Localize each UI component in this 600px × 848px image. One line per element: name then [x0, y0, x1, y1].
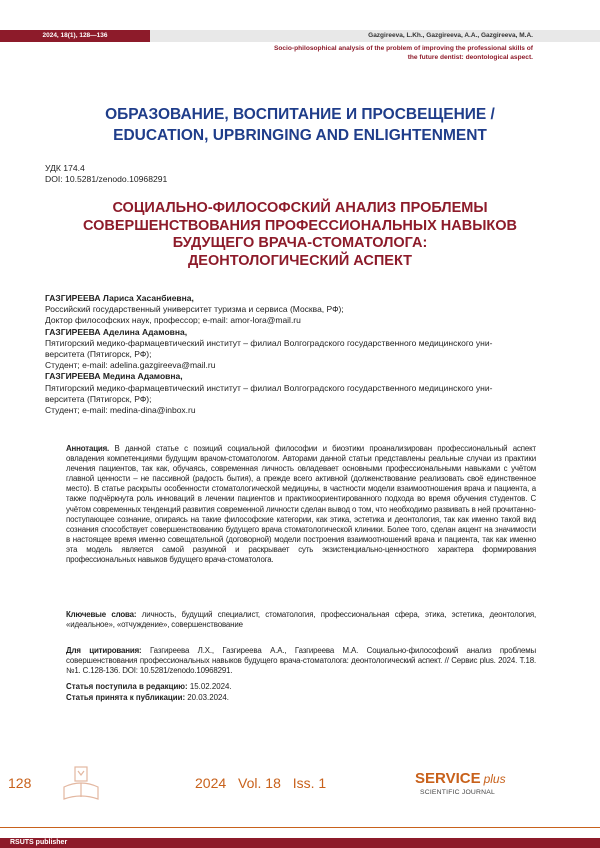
accepted-date-row — [66, 693, 232, 704]
university-logo-icon — [60, 765, 102, 805]
authors-block — [45, 293, 555, 416]
abstract-text: В данной статье с позиций социальной философии и биоэтики проанализирован профессиональный аспект овладения компетенциями будущим врачом-стоматологом. Авторами данной статьи представлены реальные случаи из практики лечения пациентов, так как, обучаясь, современная личность овладевает основными профессиональными навыками с учётом главной ценности – не пассивной (радость бытия), а прежде всего активной (долженствование реализовать своё единственное место). В статье раскрыты особенности стоматологической медицины, в частности модели взаимоотношения врача и пациента, а также подчёркнута роль инноваций в лечении пациентов и практикоориентированного подхода во время обучения студентов. С учётом современных тенденций развития современной личности сделан вывод о том, что необходимо развивать в ней прочитанно-поступающее сознание, опираясь на такие философские категории, как этика, эстетика и деонтология, так как именно такой вид сознания способствует совершенствованию будущего врача стоматологической клиники. Более того, сделан акцент на значимости в настоящее время именно совещательной (договорной) модели построения взаимоотношений врача и пациента, так как именно эта модель является самой разумной и раскрывает суть экзистенциально-ценностного характера формирования профессиональных навыков будущего врача-стоматолога. — [66, 444, 536, 565]
author-affiliation: Пятигорский медико-фармацевтический институт – филиал Волгоградского государственного медицинского уни- — [45, 337, 493, 348]
article-title-line: БУДУЩЕГО ВРАЧА-СТОМАТОЛОГА: — [172, 235, 428, 251]
section-title-ru: ОБРАЗОВАНИЕ, ВОСПИТАНИЕ И ПРОСВЕЩЕНИЕ / — [105, 106, 495, 123]
abstract-label: Аннотация. — [66, 444, 110, 453]
volume-label: 2024, 18(1), 128—136 — [0, 30, 150, 42]
journal-logo — [415, 770, 506, 787]
accepted-label: Статья принята к публикации: — [66, 692, 186, 702]
article-title — [60, 200, 540, 270]
author-name: ГАЗГИРЕЕВА Аделина Адамовна, — [45, 326, 188, 337]
footer-bar — [0, 838, 600, 848]
citation-text: Газгиреева Л.Х., Газгиреева А.А., Газгиреева М.А. Социально-философский анализ проблемы совершенствования профессиональных навыков будущего врача-стоматолога: деонтологический аспект. // Сервис plus. 2024. Т.18. №1. С.128-136. DOI: 10.5281/zenodo.10968291. — [66, 646, 537, 676]
identifiers — [45, 163, 167, 185]
journal-name: SERVICE — [415, 770, 481, 787]
author-affiliation: Российский государственный университет туризма и сервиса (Москва, РФ); — [45, 304, 344, 315]
received-label: Статья поступила в редакцию: — [66, 682, 188, 691]
issue-volume: Vol. 18 — [238, 775, 281, 791]
header-authors: Gazgireeva, L.Kh., Gazgireeva, A.A., Gazgireeva, M.A. — [368, 32, 533, 39]
section-title-en: EDUCATION, UPBRINGING AND ENLIGHTENMENT — [113, 127, 487, 144]
article-title-line: СОВЕРШЕНСТВОВАНИЯ ПРОФЕССИОНАЛЬНЫХ НАВЫКОВ — [82, 217, 517, 234]
journal-suffix: plus — [483, 772, 506, 786]
author-contact: Доктор философских наук, профессор; e-mail: amor-lora@mail.ru — [45, 315, 301, 326]
article-title-line: СОЦИАЛЬНО-ФИЛОСОФСКИЙ АНАЛИЗ ПРОБЛЕМЫ — [112, 200, 488, 216]
author-name: ГАЗГИРЕЕВА Лариса Хасанбиевна, — [45, 293, 194, 303]
author-affiliation: Пятигорский медико-фармацевтический институт – филиал Волгоградского государственного медицинского уни- — [45, 382, 493, 393]
author-name: ГАЗГИРЕЕВА Медина Адамовна, — [45, 371, 183, 382]
article-title-line: ДЕОНТОЛОГИЧЕСКИЙ АСПЕКТ — [187, 252, 413, 269]
abstract — [66, 444, 536, 565]
doi: DOI: 10.5281/zenodo.10968291 — [45, 174, 168, 184]
citation — [66, 646, 536, 676]
author-contact: Студент; e-mail: adelina.gazgireeva@mail.ru — [45, 360, 216, 371]
received-date: 15.02.2024. — [189, 682, 232, 691]
author-affiliation: верситета (Пятигорск, РФ); — [45, 393, 152, 404]
journal-subtitle: SCIENTIFIC JOURNAL — [420, 789, 495, 796]
udk-code: УДК 174.4 — [45, 163, 85, 173]
accepted-date: 20.03.2024. — [187, 692, 229, 702]
issue-year: 2024 — [195, 775, 227, 791]
author-affiliation: верситета (Пятигорск, РФ); — [45, 349, 152, 360]
footer-divider — [0, 827, 600, 828]
top-bar — [0, 30, 600, 42]
citation-label: Для цитирования: — [66, 646, 142, 655]
section-title — [60, 104, 540, 146]
author-contact: Студент; e-mail: medina-dina@inbox.ru — [45, 405, 196, 416]
keywords-label: Ключевые слова: — [66, 610, 137, 619]
keywords-text: личность, будущий специалист, стоматология, профессиональная сфера, этика, эстетика, деонтология, «идеальное», «отчуждение», совершенствование — [66, 610, 536, 630]
received-date-row — [66, 682, 232, 693]
keywords — [66, 610, 536, 630]
page-number: 128 — [8, 775, 32, 791]
publisher-name: RSUTS publisher — [10, 839, 68, 846]
issue-number: Iss. 1 — [292, 775, 327, 791]
dates — [66, 682, 232, 703]
issue-info — [195, 775, 334, 791]
running-title: Socio-philosophical analysis of the problem of improving the professional skills of the future dentist: deontological aspect. — [273, 45, 533, 61]
